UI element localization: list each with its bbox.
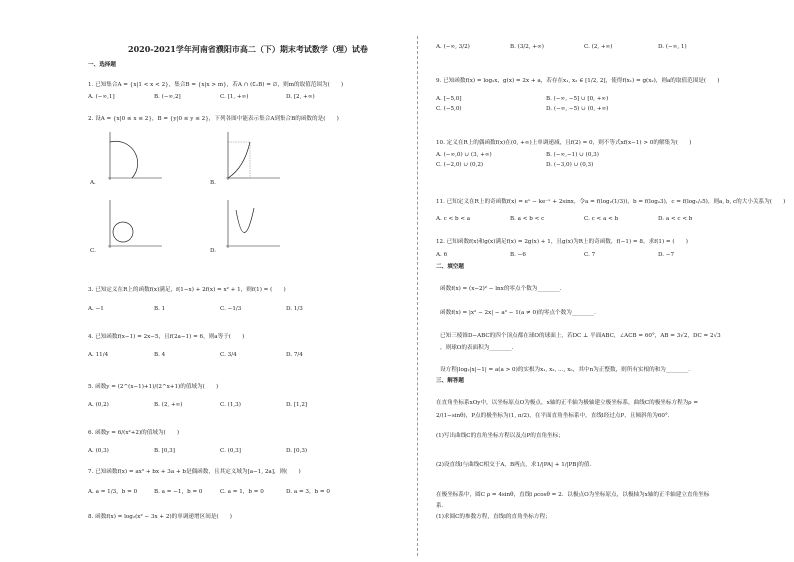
fill-15: 已知三棱锥D−ABC的四个顶点都在球O的球面上，若DC ⊥ 平面ABC，∠ACB = 60°，AB = 3√2，DC = 2√3 bbox=[440, 333, 721, 339]
graph-a-label: A. bbox=[90, 180, 96, 186]
question-6-options: A. (0,3) B. [0,3] C. (0,3] D. [0,3) bbox=[88, 448, 308, 454]
question-11-options: A. c < b < a B. a < b < c C. c < a < b D. a < c < b bbox=[436, 216, 693, 222]
fill-16: 设方程|log₂|x|−1| = a(a > 0)的实根为x₁, x₂, …, xₙ，其中n为正整数，则所有实根的和为________． bbox=[440, 367, 694, 373]
graph-b bbox=[214, 128, 286, 188]
graph-d-label: D. bbox=[210, 248, 217, 254]
fill-14: 函数f(x) = |x² − 2x| − a² − 1(a ≠ 0)的零点个数为________． bbox=[440, 310, 600, 316]
question-4-options: A. 11/4 B. 4 C. 3/4 D. 7/4 bbox=[88, 352, 303, 358]
question-18: 在极坐标系中，圆C ρ = 4sinθ，直线l ρcosθ = 2．以极点O为坐标原点，以极轴为x轴的正半轴建立直角坐标 bbox=[436, 492, 710, 498]
section-heading-answer: 三、解答题 bbox=[436, 378, 464, 384]
question-12: 12. 已知函数f(x)和g(x)满足f(x) = 2g(x) + 1，且g(x)为R上的奇函数，f(−1) = 8，求f(1) = ( ) bbox=[436, 239, 688, 245]
graph-b-label: B. bbox=[210, 180, 216, 186]
question-8: 8. 函数f(x) = log₂(x² − 3x + 2)的单调递增区间是( ) bbox=[88, 514, 232, 520]
question-17-cont: 2/(1−sinθ)，P点的极坐标为(1, π/2)，在平面直角坐标系中，直线l经过点P，且倾斜角为60°． bbox=[436, 413, 674, 419]
question-10: 10. 定义在R上的偶函数f(x)在(0, +∞)上单调递减，且f(2) = 0，则不等式xf(x−1) > 0的解集为( ) bbox=[436, 140, 692, 146]
fill-13: 函数f(x) = (x−2)² − lnx的零点个数为________． bbox=[440, 286, 566, 292]
section-heading-fill: 二、填空题 bbox=[436, 264, 464, 270]
question-7: 7. 已知函数f(x) = ax² + bx + 3a + b是偶函数，且其定义域为[a−1, 2a]，则( ) bbox=[88, 469, 301, 475]
fill-15-cont: ，则球O的表面积为________． bbox=[440, 345, 518, 351]
question-17-part-2: (2)设直线l与曲线C相交于A，B两点，求1/|PA| + 1/|PB|的值． bbox=[436, 462, 596, 468]
graph-c-label: C. bbox=[90, 248, 96, 254]
question-18-cont: 系． bbox=[436, 503, 448, 509]
question-8-options: A. (−∞, 3/2) B. (3/2, +∞) C. (2, +∞) D. (−∞, 1) bbox=[436, 44, 687, 50]
column-divider bbox=[417, 36, 418, 556]
option-c: C. [1, +∞) bbox=[220, 94, 249, 100]
question-6: 6. 函数y = 6/(x²+2)的值域为( ) bbox=[88, 430, 180, 436]
option-b: B. (−∞,2] bbox=[154, 94, 181, 100]
graph-c bbox=[96, 196, 168, 256]
question-9: 9. 已知函数f(x) = log₂x，g(x) = 2x + a，若存在x₁, x₂ ∈ [1/2, 2]，使得f(x₁) = g(x₂)，则a的取值范围是( ) bbox=[436, 78, 720, 84]
question-3-options: A. −1 B. 1 C. −1/3 D. 1/3 bbox=[88, 306, 303, 312]
question-7-options: A. a = 1/3，b = 0 B. a = −1，b = 0 C. a = 1，b = 0 D. a = 3，b = 0 bbox=[88, 489, 330, 495]
option-d: D. [2, +∞) bbox=[286, 94, 315, 100]
question-1: 1. 已知集合A = {x|1 < x < 2}，集合B = {x|x > m}，若A ∩ (∁ᵤB) = ∅，则m的取值范围为( ) bbox=[88, 82, 344, 88]
graph-d bbox=[214, 196, 286, 256]
question-5-options: A. (0,2) B. (2, +∞) C. (1,3) D. [1,2] bbox=[88, 402, 308, 408]
question-4: 4. 已知函数f(x−1) = 2x−5，且f(2a−1) = 6，则a等于( ) bbox=[88, 334, 245, 340]
question-9-options: A. [−5,0] B. (−∞, −5] ∪ [0, +∞) bbox=[436, 96, 609, 102]
question-5: 5. 函数y = (2^(x−1)+1)/(2^x+1)的值域为( ) bbox=[88, 384, 219, 390]
question-9-options-2: C. (−5,0) D. (−∞, −5) ∪ (0, +∞) bbox=[436, 106, 609, 112]
question-2: 2. 设A = {x|0 ≤ x ≤ 2}，B = {y|0 ≤ y ≤ 2}，下列各图中能表示集合A到集合B的函数的是( ) bbox=[88, 116, 339, 122]
option-a: A. (−∞,1] bbox=[88, 94, 115, 100]
question-1-options bbox=[88, 94, 352, 100]
graph-a bbox=[96, 128, 168, 188]
question-17-part-1: (1)写出曲线C的直角坐标方程以及点P的直角坐标； bbox=[436, 433, 564, 439]
question-12-options: A. 6 B. −6 C. 7 D. −7 bbox=[436, 252, 675, 258]
question-10-options: A. (−∞,0) ∪ (3, +∞) B. (−∞,−1) ∪ (0,3) bbox=[436, 152, 599, 158]
page-title: 2020-2021学年河南省濮阳市高二（下）期末考试数学（理）试卷 bbox=[128, 44, 368, 54]
section-heading-choice: 一、选择题 bbox=[88, 62, 116, 68]
question-11: 11. 已知定义在R上的奇函数f(x) = eˣ − ke⁻ˣ + 2sinx，令a = f(log₂(1/3))，b = f(log₂3)，c = f(log₁/₂5)，则a, b, c的大小关系为( ) bbox=[436, 199, 786, 205]
question-17: 在直角坐标系xOy中，以坐标原点O为极点，x轴的正半轴为极轴建立极坐标系，曲线C的极坐标方程为ρ = bbox=[436, 400, 699, 406]
question-10-options-2: C. (−2,0) ∪ (0,2) D. (−3,0) ∪ (0,3) bbox=[436, 162, 594, 168]
question-3: 3. 已知定义在R上的函数f(x)满足，f(1−x) + 2f(x) = x² + 1，则f(1) = ( ) bbox=[88, 287, 286, 293]
question-18-part-1: (1)求圆C的参数方程，直线l的直角坐标方程； bbox=[436, 514, 551, 520]
